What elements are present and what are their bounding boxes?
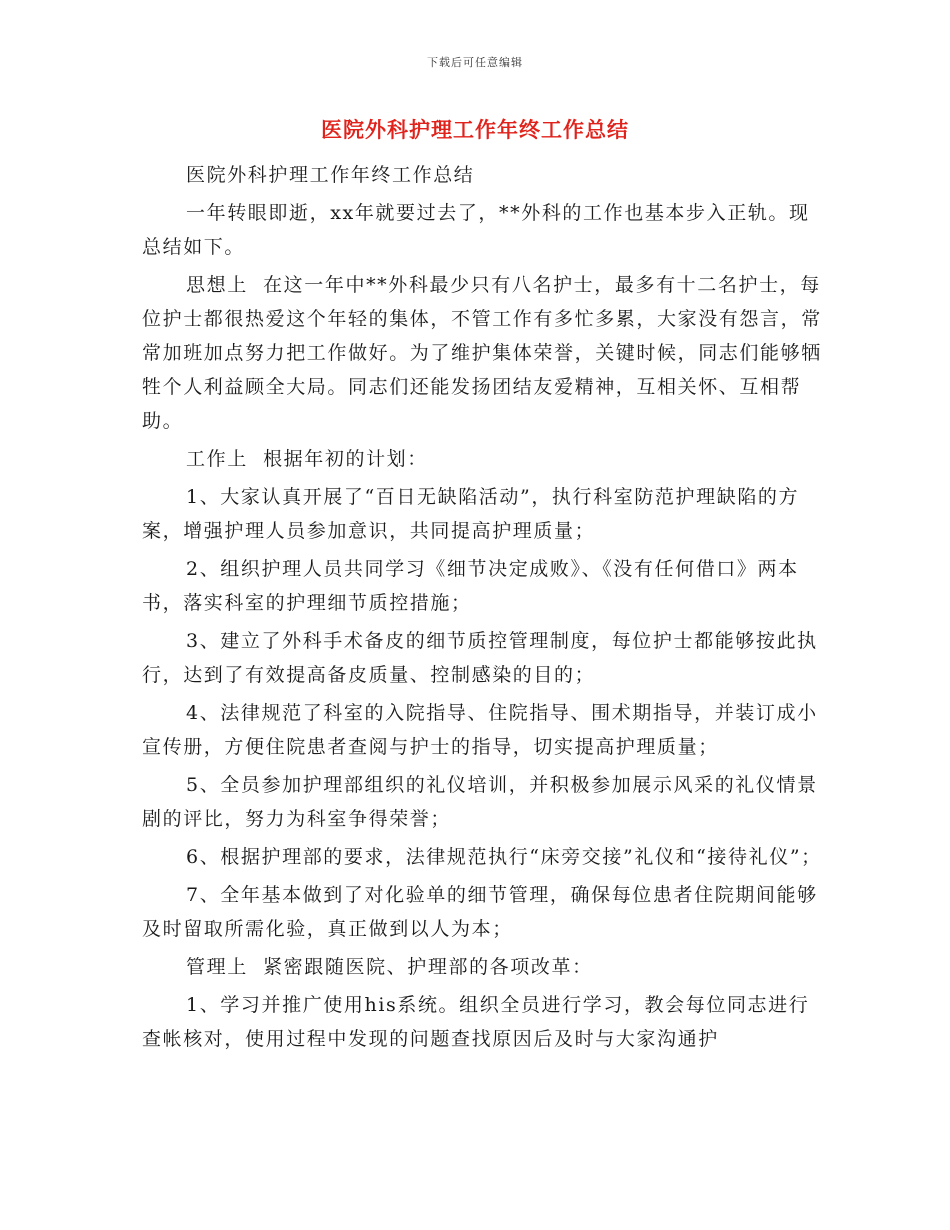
paragraph-work-item: 2、组织护理人员共同学习《细节决定成败》、《没有任何借口》两本书，落实科室的护理细节质控措施； — [142, 558, 799, 614]
document-title: 医院外科护理工作年终工作总结 — [321, 118, 629, 142]
paragraph-management-item: 1、学习并推广使用his系统。组织全员进行学习，教会每位同志进行查帐核对，使用过程中发现的问题查找原因后及时与大家沟通护 — [142, 994, 810, 1050]
header-note: 下载后可任意编辑 — [427, 56, 523, 69]
paragraph-work-item: 5、全员参加护理部组织的礼仪培训，并积极参加展示风采的礼仪情景剧的评比，努力为科室争得荣誉； — [142, 774, 818, 830]
paragraph-work-heading: 工作上 根据年初的计划： — [186, 448, 428, 470]
paragraph-work-item: 6、根据护理部的要求，法律规范执行“床旁交接”礼仪和“接待礼仪”； — [186, 846, 822, 868]
paragraph-subtitle: 医院外科护理工作年终工作总结 — [186, 164, 475, 186]
paragraph-ideology: 思想上 在这一年中**外科最少只有八名护士，最多有十二名护士，每位护士都很热爱这个年轻的集体，不管工作有多忙多累，大家没有怨言，常常加班加点努力把工作做好。为了维护集体荣誉，关键时候，同志们能够牺牲个人利益顾全大局。同志们还能发扬团结友爱精神，互相关怀、互相帮助。 — [142, 274, 822, 432]
paragraph-work-item: 7、全年基本做到了对化验单的细节管理，确保每位患者住院期间能够及时留取所需化验，真正做到以人为本； — [142, 884, 818, 940]
paragraph-work-item: 3、建立了外科手术备皮的细节质控管理制度，每位护士都能够按此执行，达到了有效提高备皮质量、控制感染的目的； — [142, 630, 818, 686]
paragraph-management-heading: 管理上 紧密跟随医院、护理部的各项改革： — [186, 956, 593, 978]
paragraph-work-item: 4、法律规范了科室的入院指导、住院指导、围术期指导，并装订成小宣传册，方便住院患者查阅与护士的指导，切实提高护理质量； — [142, 702, 818, 758]
document-body — [142, 158, 822, 1060]
paragraph-work-item: 1、大家认真开展了“百日无缺陷活动”，执行科室防范护理缺陷的方案，增强护理人员参加意识，共同提高护理质量； — [142, 486, 800, 542]
paragraph-intro: 一年转眼即逝，xx年就要过去了，**外科的工作也基本步入正轨。现总结如下。 — [142, 202, 810, 258]
